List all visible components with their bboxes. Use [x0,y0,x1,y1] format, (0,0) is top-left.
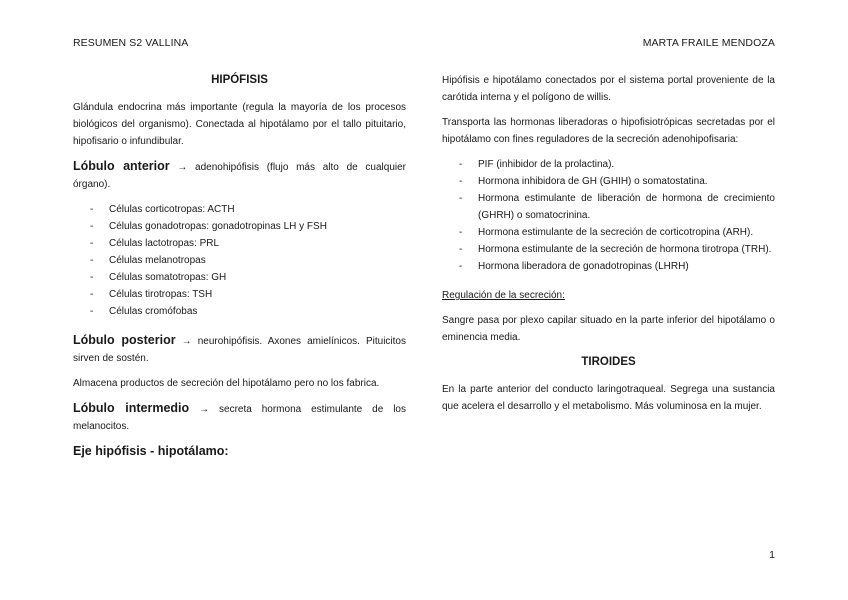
header-left: RESUMEN S2 VALLINA [73,37,189,49]
title-tiroides: TIROIDES [581,356,636,368]
list-item: - Células melanotropas [90,252,406,269]
posterior-paragraph [73,332,406,367]
anterior-paragraph [73,158,406,193]
regulacion-heading: Regulación de la secreción: [442,290,565,301]
almacena-paragraph: Almacena productos de secreción del hipotálamo pero no los fabrica. [73,378,380,389]
anterior-text: → adenohipófisis (flujo más alto de cualquier órgano). [73,162,406,190]
title-hipofisis: HIPÓFISIS [211,74,268,86]
list-item: - Hormona liberadora de gonadotropinas (LHRH) [459,258,775,275]
hormonas-list [442,156,775,275]
tiroides-paragraph: En la parte anterior del conducto laringotraqueal. Segrega una sustancia que acelera el desarrollo y el metabolismo. Más voluminosa en la mujer. [442,384,775,412]
eje-heading: Eje hipófisis - hipotálamo: [73,444,229,458]
list-item: - Células lactotropas: PRL [90,235,406,252]
posterior-label: Lóbulo posterior [73,333,176,347]
list-item: - Hormona estimulante de la secreción de corticotropina (ARH). [459,224,775,241]
list-item: - Hormona inhibidora de GH (GHIH) o somatostatina. [459,173,775,190]
list-item: - Células corticotropas: ACTH [90,201,406,218]
right-column [442,72,775,423]
list-item: - Hormona estimulante de la secreción de hormona tirotropa (TRH). [459,241,775,258]
anterior-label: Lóbulo anterior [73,159,170,173]
intermedio-text: → secreta hormona estimulante de los melanocitos. [73,404,406,432]
list-item: - PIF (inhibidor de la prolactina). [459,156,775,173]
posterior-text: → neurohipófisis. Axones amielínicos. Pituicitos sirven de sostén. [73,336,406,364]
cells-list [73,201,406,320]
list-item: - Células somatotropas: GH [90,269,406,286]
intermedio-label: Lóbulo intermedio [73,401,190,415]
page-number: 1 [769,549,775,561]
left-column [73,72,406,468]
intermedio-paragraph [73,400,406,435]
transporta-paragraph: Transporta las hormonas liberadoras o hipofisiotrópicas secretadas por el hipotálamo con fines reguladores de la secreción adenohipofisaria: [442,117,775,145]
list-item: - Hormona estimulante de liberación de hormona de crecimiento (GHRH) o somatocrinina. [459,190,775,224]
portal-paragraph: Hipófisis e hipotálamo conectados por el sistema portal proveniente de la carótida interna y el polígono de willis. [442,75,775,103]
list-item: - Células tirotropas: TSH [90,286,406,303]
list-item: - Células cromófobas [90,303,406,320]
list-item: - Células gonadotropas: gonadotropinas LH y FSH [90,218,406,235]
sangre-paragraph: Sangre pasa por plexo capilar situado en la parte inferior del hipotálamo o eminencia media. [442,315,775,343]
header-right: MARTA FRAILE MENDOZA [642,37,775,49]
intro-paragraph: Glándula endocrina más importante (regula la mayoría de los procesos biológicos del organismo). Conectada al hipotálamo por el tallo pituitario, hipofisario o infundibular. [73,102,406,147]
